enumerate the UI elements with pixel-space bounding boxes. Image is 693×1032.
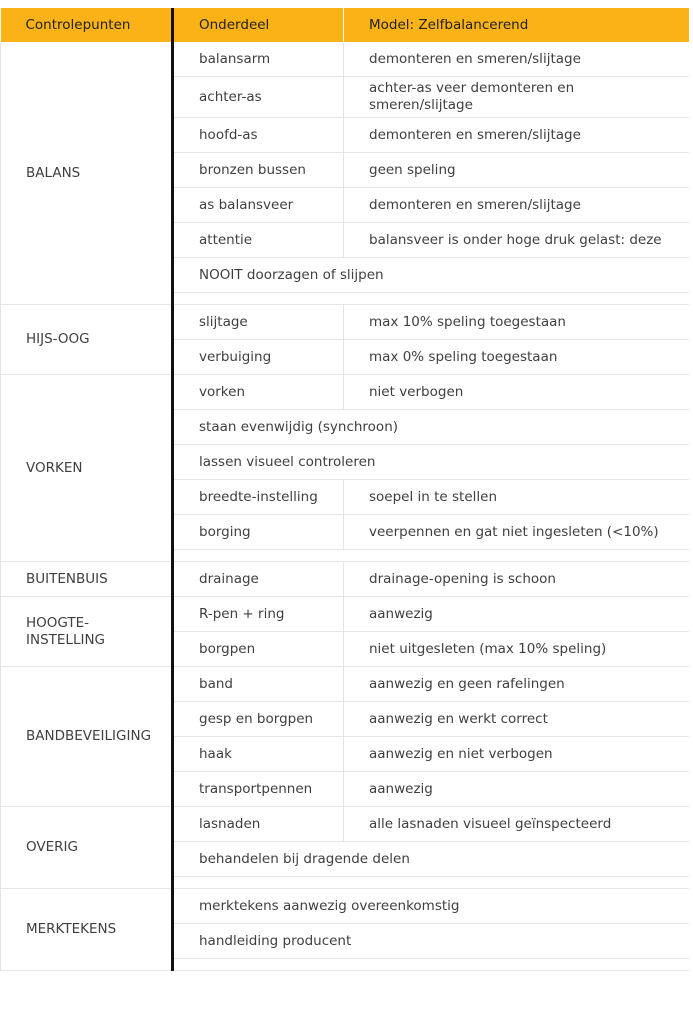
group-label-text: BANDBEVEILIGING: [26, 728, 152, 744]
model-cell: veerpennen en gat niet ingesleten (<10%): [344, 515, 689, 550]
model-cell: demonteren en smeren/slijtage: [344, 42, 689, 77]
onderdeel-cell: as balansveer: [173, 188, 344, 223]
model-cell: aanwezig en werkt correct: [344, 702, 689, 737]
full-width-cell: handleiding producent: [173, 924, 689, 959]
full-width-cell: merktekens aanwezig overeenkomstig: [173, 889, 689, 924]
onderdeel-cell: R-pen + ring: [173, 597, 344, 632]
model-cell: demonteren en smeren/slijtage: [344, 188, 689, 223]
table-row: [1, 667, 689, 702]
group-label-text: MERKTEKENS: [26, 921, 117, 937]
full-width-cell: staan evenwijdig (synchroon): [173, 410, 689, 445]
onderdeel-cell: slijtage: [173, 305, 344, 340]
full-width-cell: lassen visueel controleren: [173, 445, 689, 480]
group-label-text: BUITENBUIS: [26, 570, 108, 587]
header-row: [1, 8, 689, 42]
group-label-text: HIJS-OOG: [26, 331, 90, 347]
full-width-cell: behandelen bij dragende delen: [173, 842, 689, 877]
model-cell: alle lasnaden visueel geïnspecteerd: [344, 807, 689, 842]
onderdeel-cell: gesp en borgpen: [173, 702, 344, 737]
model-cell: max 0% speling toegestaan: [344, 340, 689, 375]
model-cell: demonteren en smeren/slijtage: [344, 118, 689, 153]
group-label: [1, 807, 173, 889]
model-cell: aanwezig en geen rafelingen: [344, 667, 689, 702]
table-row: [1, 375, 689, 410]
group-label: [1, 375, 173, 562]
onderdeel-cell: borgpen: [173, 632, 344, 667]
onderdeel-cell: breedte-instelling: [173, 480, 344, 515]
spacer-cell: [173, 959, 689, 971]
model-cell: niet verbogen: [344, 375, 689, 410]
onderdeel-cell: verbuiging: [173, 340, 344, 375]
inspection-checklist-table: [0, 8, 689, 971]
group-label: [1, 305, 173, 375]
model-cell: aanwezig: [344, 772, 689, 807]
model-cell: geen speling: [344, 153, 689, 188]
model-cell: soepel in te stellen: [344, 480, 689, 515]
group-label: [1, 667, 173, 807]
onderdeel-cell: borging: [173, 515, 344, 550]
model-cell: aanwezig en niet verbogen: [344, 737, 689, 772]
table-row: [1, 305, 689, 340]
header-model: Model: Zelfbalancerend: [344, 8, 689, 42]
model-cell: balansveer is onder hoge druk gelast: deze: [344, 223, 689, 258]
onderdeel-cell: vorken: [173, 375, 344, 410]
group-label: [1, 597, 173, 667]
table-row: [1, 42, 689, 77]
onderdeel-cell: achter-as: [173, 77, 344, 118]
onderdeel-cell: drainage: [173, 562, 344, 597]
header-controlepunten: Controlepunten: [1, 8, 173, 42]
model-cell: max 10% speling toegestaan: [344, 305, 689, 340]
onderdeel-cell: balansarm: [173, 42, 344, 77]
group-label: [1, 42, 173, 305]
onderdeel-cell: lasnaden: [173, 807, 344, 842]
group-label-text: VORKEN: [26, 459, 83, 476]
table-row: [1, 562, 689, 597]
spacer-cell: [173, 877, 689, 889]
model-cell: niet uitgesleten (max 10% speling): [344, 632, 689, 667]
spacer-cell: [173, 550, 689, 562]
table-row: [1, 807, 689, 842]
model-cell: achter-as veer demonteren en smeren/slijtage: [344, 77, 689, 118]
group-label-text: BALANS: [26, 164, 81, 181]
full-width-cell: NOOIT doorzagen of slijpen: [173, 258, 689, 293]
header-onderdeel: Onderdeel: [173, 8, 344, 42]
model-cell: drainage-opening is schoon: [344, 562, 689, 597]
table-row: [1, 597, 689, 632]
model-cell: aanwezig: [344, 597, 689, 632]
group-label: [1, 889, 173, 971]
table-row: [1, 889, 689, 924]
onderdeel-cell: transportpennen: [173, 772, 344, 807]
table-body: [1, 42, 689, 971]
onderdeel-cell: haak: [173, 737, 344, 772]
onderdeel-cell: bronzen bussen: [173, 153, 344, 188]
table-header: [1, 8, 689, 42]
spacer-cell: [173, 293, 689, 305]
group-label-text: HOOGTE-INSTELLING: [26, 614, 106, 648]
onderdeel-cell: hoofd-as: [173, 118, 344, 153]
group-label: [1, 562, 173, 597]
onderdeel-cell: band: [173, 667, 344, 702]
onderdeel-cell: attentie: [173, 223, 344, 258]
group-label-text: OVERIG: [26, 839, 78, 855]
